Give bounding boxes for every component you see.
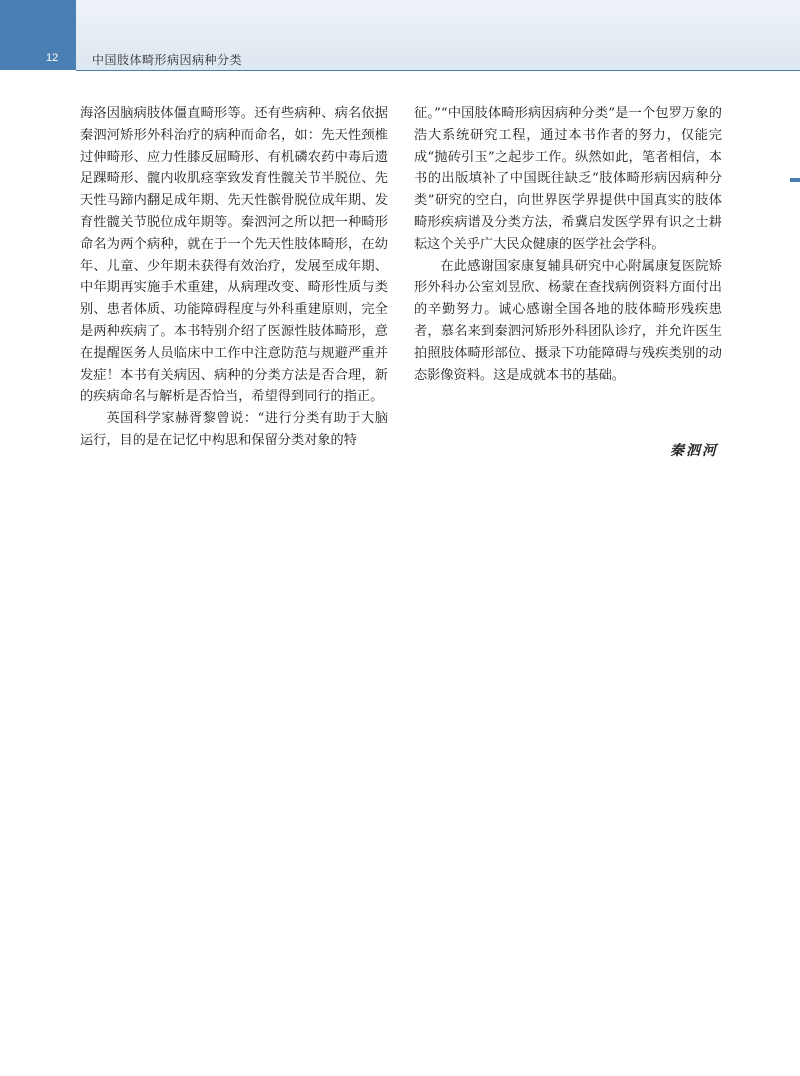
- page-number: 12: [46, 52, 59, 64]
- paragraph: 英国科学家赫胥黎曾说：“进行分类有助于大脑运行，目的是在记忆中构思和保留分类对象的特: [80, 411, 388, 448]
- side-marker: [790, 178, 800, 182]
- author-signature: 秦泗河: [670, 443, 718, 459]
- paragraph: 征。”“中国肢体畸形病因病种分类”是一个包罗万象的浩大系统研究工程，通过本书作者的努力，仅能完成“抛砖引玉”之起步工作。纵然如此，笔者相信，本书的出版填补了中国既往缺乏“肢体畸形病因病种分类”研究的空白，向世界医学界提供中国真实的肢体畸形疾病谱及分类方法，希冀启发医学界有识之士耕耘这个关乎广大民众健康的医学社会学科。: [414, 106, 722, 252]
- header-divider: [76, 70, 800, 71]
- paragraph: 在此感谢国家康复辅具研究中心附属康复医院矫形外科办公室刘昱欣、杨蒙在查找病例资料方面付出的辛勤努力。诚心感谢全国各地的肢体畸形残疾患者，慕名来到秦泗河矫形外科团队诊疗，并允许医生拍照肢体畸形部位、摄录下功能障碍与残疾类别的动态影像资料。这是成就本书的基础。: [414, 258, 722, 383]
- running-title: 中国肢体畸形病因病种分类: [92, 53, 243, 67]
- page-number-tab: [0, 0, 76, 70]
- right-text-column: [414, 103, 722, 386]
- left-text-column: [80, 103, 388, 452]
- paragraph: 海洛因脑病肢体僵直畸形等。还有些病种、病名依据秦泗河矫形外科治疗的病种而命名，如：先天性颈椎过伸畸形、应力性膝反屈畸形、有机磷农药中毒后遗足踝畸形、髋内收肌痉挛致发育性髋关节半脱位、先天性马蹄内翻足成年期、先天性髌骨脱位成年期、发育性髋关节脱位成年期等。秦泗河之所以把一种畸形命名为两个病种，就在于一个先天性肢体畸形，在幼年、儿童、少年期未获得有效治疗，发展至成年期、中年期再实施手术重建，从病理改变、畸形性质与类别、患者体质、功能障碍程度与外科重建原则，完全是两种疾病了。本书特别介绍了医源性肢体畸形，意在提醒医务人员临床中工作中注意防范与规避严重并发症！本书有关病因、病种的分类方法是否合理，新的疾病命名与解析是否恰当，希望得到同行的指正。: [80, 106, 388, 405]
